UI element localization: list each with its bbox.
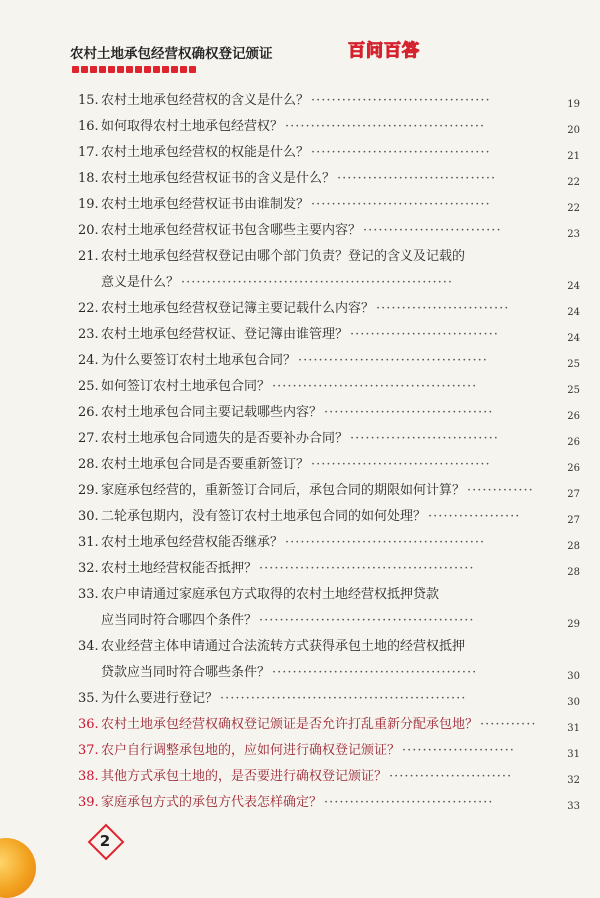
toc-entry-page: 26 xyxy=(567,411,580,422)
toc-entry-page: 22 xyxy=(567,203,580,214)
dot-leader: ········································ xyxy=(272,379,478,394)
dot-leader: ········································ xyxy=(272,665,478,680)
toc-entry-title: 应当同时符合哪四个条件？ xyxy=(101,613,258,628)
toc-entry-page: 26 xyxy=(567,463,580,474)
toc-entry-page: 30 xyxy=(567,697,580,708)
toc-entry-number: 16. xyxy=(78,119,99,134)
toc-entry-page: 24 xyxy=(567,281,580,292)
dot-leader: ················································ xyxy=(220,691,467,706)
toc-entry-number: 24. xyxy=(78,353,99,368)
toc-entry-title: 农村土地承包合同主要记载哪些内容？ xyxy=(101,405,323,420)
toc-entry-title: 农村土地承包经营权确权登记颁证是否允许打乱重新分配承包地？ xyxy=(101,717,479,732)
dot-leader: ·················· xyxy=(428,509,521,524)
dot-leader: ············· xyxy=(467,483,534,498)
toc-entry-page: 26 xyxy=(567,437,580,448)
dot-leader: ······························· xyxy=(337,171,497,186)
running-header xyxy=(70,34,590,84)
toc-entry-number: 34. xyxy=(78,639,99,654)
toc-entry-number: 23. xyxy=(78,327,99,342)
toc-entry-page: 22 xyxy=(567,177,580,188)
toc-entry-page: 28 xyxy=(567,541,580,552)
dot-leader: ····························· xyxy=(350,431,499,446)
dot-leader: ·········································· xyxy=(259,613,475,628)
toc-entry-title: 如何签订农村土地承包合同？ xyxy=(101,379,271,394)
dot-leader: ··································· xyxy=(311,145,491,160)
toc-entry-number: 25. xyxy=(78,379,99,394)
toc-entry-page: 33 xyxy=(567,801,580,812)
toc-entry-page: 25 xyxy=(567,359,580,370)
toc-entry-title: 农村土地承包经营权能否继承？ xyxy=(101,535,284,550)
toc-entry-title: 农村土地承包经营权证、登记簿由谁管理？ xyxy=(101,327,349,342)
dot-leader: ································· xyxy=(324,405,494,420)
toc-entry-title: 农村土地承包经营权的含义是什么？ xyxy=(101,93,310,108)
toc-entry-number: 30. xyxy=(78,509,99,524)
toc-entry-title: 农村土地承包经营权证书包含哪些主要内容？ xyxy=(101,223,362,238)
toc-entry-title: 农户申请通过家庭承包方式取得的农村土地经营权抵押贷款 xyxy=(101,587,440,602)
toc-entry-title: 农村土地承包经营权证书由谁制发？ xyxy=(101,197,310,212)
toc-entry-page: 19 xyxy=(567,99,580,110)
toc-entry-page: 31 xyxy=(567,749,580,760)
toc-entry-page: 30 xyxy=(567,671,580,682)
toc-entry-number: 38. xyxy=(78,769,99,784)
dot-leader: ································· xyxy=(324,795,494,810)
toc-entry-page: 23 xyxy=(567,229,580,240)
dot-leader: ·························· xyxy=(376,301,510,316)
toc-entry-number: 26. xyxy=(78,405,99,420)
dot-leader: ····························· xyxy=(350,327,499,342)
toc-entry-number: 37. xyxy=(78,743,99,758)
toc-entry-title: 农村土地经营权能否抵押？ xyxy=(101,561,258,576)
dot-leader: ························ xyxy=(389,769,513,784)
toc-entry-title: 农村土地承包经营权登记由哪个部门负责？登记的含义及记载的 xyxy=(101,249,466,264)
corner-decoration xyxy=(0,838,36,898)
toc-entry-page: 21 xyxy=(567,151,580,162)
toc-entry-number: 31. xyxy=(78,535,99,550)
toc-entry-number: 28. xyxy=(78,457,99,472)
dot-leader: ··································· xyxy=(311,197,491,212)
toc-entry-title: 农村土地承包经营权的权能是什么？ xyxy=(101,145,310,160)
toc-entry-number: 35. xyxy=(78,691,99,706)
toc-entry-title: 其他方式承包土地的，是否要进行确权登记颁证？ xyxy=(101,769,388,784)
toc-entry-title: 农户自行调整承包地的，应如何进行确权登记颁证？ xyxy=(101,743,401,758)
toc-entry-page: 27 xyxy=(567,489,580,500)
dot-leader: ······················ xyxy=(402,743,515,758)
toc-entry-number: 33. xyxy=(78,587,99,602)
toc-entry-number: 15. xyxy=(78,93,99,108)
toc-entry-title: 为什么要进行登记？ xyxy=(101,691,219,706)
toc-entry-number: 22. xyxy=(78,301,99,316)
toc-entry-number: 17. xyxy=(78,145,99,160)
toc-entry-page: 27 xyxy=(567,515,580,526)
toc-entry-number: 32. xyxy=(78,561,99,576)
toc-entry-number: 18. xyxy=(78,171,99,186)
dot-leader: ······································· xyxy=(285,535,486,550)
dot-leader: ······································· xyxy=(285,119,486,134)
toc-entry-number: 39. xyxy=(78,795,99,810)
toc-entry-title: 农村土地承包经营权登记簿主要记载什么内容？ xyxy=(101,301,375,316)
toc-entry-page: 29 xyxy=(567,619,580,630)
toc-entry-page: 24 xyxy=(567,307,580,318)
toc-entry-number: 21. xyxy=(78,249,99,264)
toc-entry-title: 家庭承包经营的，重新签订合同后，承包合同的期限如何计算？ xyxy=(101,483,466,498)
toc-entry-page: 20 xyxy=(567,125,580,136)
toc-entry-title: 如何取得农村土地承包经营权？ xyxy=(101,119,284,134)
toc-entry-title: 家庭承包方式的承包方代表怎样确定？ xyxy=(101,795,323,810)
dot-leader: ··································· xyxy=(311,457,491,472)
toc-entry-page: 32 xyxy=(567,775,580,786)
toc-entry-number: 19. xyxy=(78,197,99,212)
toc-entry-page: 24 xyxy=(567,333,580,344)
toc-entry-number: 29. xyxy=(78,483,99,498)
dot-leader: ··········· xyxy=(480,717,537,732)
book-badge: 百问百答 xyxy=(348,41,420,61)
toc-entry-page: 28 xyxy=(567,567,580,578)
page-number: 2 xyxy=(88,824,122,858)
toc-entry-page: 25 xyxy=(567,385,580,396)
toc-entry-title: 农村土地承包合同是否要重新签订？ xyxy=(101,457,310,472)
toc-entry-title: 二轮承包期内，没有签订农村土地承包合同的如何处理？ xyxy=(101,509,427,524)
dot-leader: ··························· xyxy=(363,223,502,238)
dot-leader: ··································· xyxy=(311,93,491,108)
toc-entry-title: 意义是什么？ xyxy=(101,275,180,290)
toc-entry-page: 31 xyxy=(567,723,580,734)
dot-leader: ····································· xyxy=(298,353,488,368)
toc-entry-title: 为什么要签订农村土地承包合同？ xyxy=(101,353,297,368)
header-decoration xyxy=(72,66,196,73)
toc-entry-number: 20. xyxy=(78,223,99,238)
toc-entry-number: 36. xyxy=(78,717,99,732)
book-title: 农村土地承包经营权确权登记颁证 xyxy=(70,46,273,62)
toc-entry-title: 农村土地承包经营权证书的含义是什么？ xyxy=(101,171,336,186)
toc-entry-title: 贷款应当同时符合哪些条件？ xyxy=(101,665,271,680)
toc-entry-number: 27. xyxy=(78,431,99,446)
toc-entry-title: 农业经营主体申请通过合法流转方式获得承包土地的经营权抵押 xyxy=(101,639,466,654)
toc-entry-title: 农村土地承包合同遗失的是否要补办合同？ xyxy=(101,431,349,446)
dot-leader: ·········································· xyxy=(259,561,475,576)
dot-leader: ····················································· xyxy=(181,275,454,290)
